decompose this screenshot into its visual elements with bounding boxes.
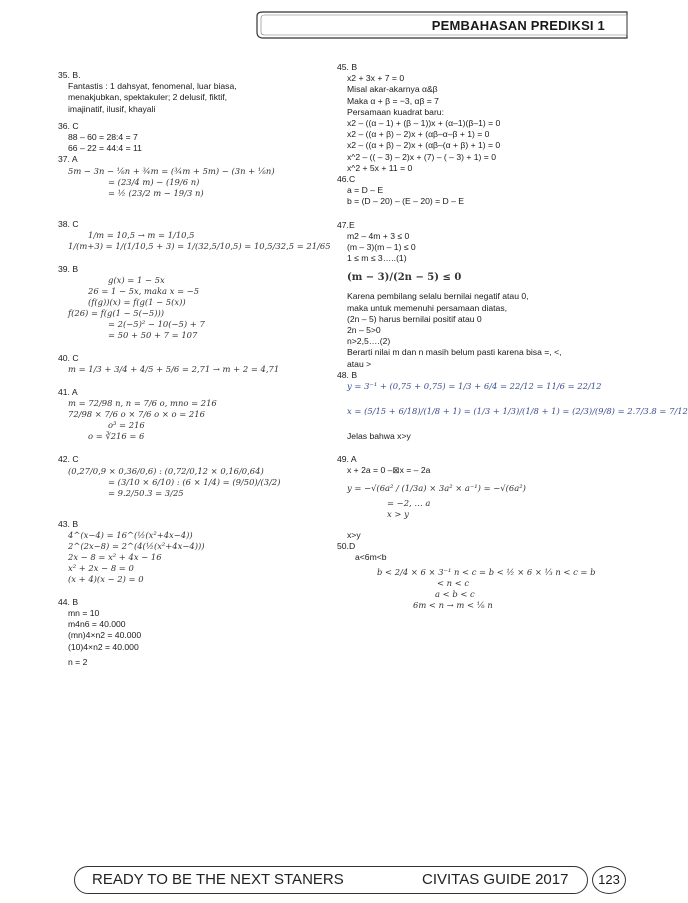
answer-49 (337, 454, 607, 541)
answer-38 (58, 218, 331, 252)
answer-35-line: imajinatif, ilusif, khayali (68, 103, 156, 114)
answer-47-math: (m − 3)/(2n − 5) ≤ 0 (347, 272, 462, 284)
answer-45-line: Maka α + β = −3, αβ = 7 (347, 95, 439, 106)
answer-42 (58, 454, 313, 498)
answer-47-line: maka untuk memenuhi persamaan diatas, (347, 302, 508, 313)
answer-50-math: 6m < n → m < ⅙ n (413, 600, 493, 611)
answer-47-line: Karena pembilang selalu bernilai negatif atau 0, (347, 291, 529, 302)
right-column (337, 62, 688, 611)
answer-45-line: x^2 – (( – 3) – 2)x + (7) – ( – 3) + 1) = 0 (347, 151, 496, 162)
answer-37-math: 5m − 3n − ⅙n + ¾m = (¾m + 5m) − (3n + ⅙n) (68, 165, 275, 176)
answer-44-line: n = 2 (68, 656, 88, 667)
answer-44-line: (mn)4×n2 = 40.000 (68, 630, 142, 641)
answer-43-math: 2^(2x−8) = 2^(4(½(x²+4x−4))) (68, 540, 205, 551)
answer-46-line: a = D – E (347, 185, 384, 196)
answer-50-line: a<6m<b (355, 552, 387, 563)
answer-39-math: = 2(−5)² − 10(−5) + 7 (108, 319, 205, 330)
answer-48-math: x = (5/15 + 6/18)/(1/8 + 1) = (1/3 + 1/3)/(1/8 + 1) = (2/3)/(9/8) = 2.7/3.8 = 7/12 (347, 406, 688, 417)
answer-50 (337, 541, 607, 611)
answer-49-head: 49. A (337, 454, 357, 465)
answer-45-line: Persamaan kuadrat baru: (347, 106, 444, 117)
answer-47-line: (2n – 5) harus bernilai positif atau 0 (347, 313, 482, 324)
answer-45-line: x2 – ((α – 1) + (β – 1))x + (α–1)(β–1) = 0 (347, 118, 501, 129)
answer-35-head: 35. B. (58, 70, 81, 80)
answer-42-math: = 9.2/50.3 = 3/25 (108, 487, 184, 498)
answer-48 (337, 369, 688, 442)
answer-43-head: 43. B (58, 518, 79, 529)
answer-50-math: b < 2/4 × 6 × 3⁻¹ n < c = b < ½ × 6 × ⅓ n < c = b (377, 567, 596, 578)
header-title: PEMBAHASAN PREDIKSI 1 (431, 18, 605, 33)
answer-38-math: 1/m = 10,5 → m = 1/10,5 (88, 229, 195, 240)
answer-45 (337, 62, 607, 174)
answer-37-head: 37. A (58, 154, 78, 165)
answer-43-math: 2x − 8 = x² + 4x − 16 (68, 551, 162, 562)
answer-45-line: Misal akar-akarnya α&β (347, 84, 438, 95)
answer-41-math: o³ = 216 (108, 420, 145, 431)
answer-35-line: menakjubkan, spektakuler; 2 delusif, fiktif, (68, 92, 228, 103)
answer-41 (58, 387, 313, 442)
answer-39-math: (f(g))(x) = f(g(1 − 5(x)) (88, 297, 186, 308)
answer-49-math: x > y (387, 508, 409, 519)
header-banner (255, 10, 627, 40)
answer-47-line: atau > (347, 358, 372, 369)
answer-49-line: x + 2a = 0 –⊠x = – 2a (347, 465, 431, 476)
answer-39-math: g(x) = 1 − 5x (108, 275, 165, 286)
footer (74, 866, 620, 896)
answer-44-line: m4n6 = 40.000 (68, 619, 126, 630)
answer-38-head: 38. C (58, 218, 79, 229)
answer-45-line: x^2 + 5x + 11 = 0 (347, 162, 413, 173)
answer-47-line: n>2,5….(2) (347, 336, 391, 347)
answer-41-math: 72/98 × 7/6 o × 7/6 o × o = 216 (68, 409, 205, 420)
answer-46-line: b = (D – 20) – (E – 20) = D – E (347, 196, 465, 207)
answer-48-head: 48. B (337, 369, 358, 380)
answer-47-line: Berarti nilai m dan n masih belum pasti karena bisa =, <, (347, 347, 562, 358)
answer-41-head: 41. A (58, 387, 78, 398)
answer-44-line: mn = 10 (68, 608, 100, 619)
answer-49-note: x>y (347, 529, 361, 540)
answer-44 (58, 597, 313, 668)
answer-42-math: (0,27/0,9 × 0,36/0,6) : (0,72/0,12 × 0,16/0,64) (68, 465, 264, 476)
answer-45-head: 45. B (337, 62, 358, 72)
answer-43-math: x² + 2x − 8 = 0 (68, 562, 134, 573)
answer-43-math: 4^(x−4) = 16^(½(x²+4x−4)) (68, 529, 193, 540)
left-column (58, 70, 331, 668)
answer-46-head: 46.C (337, 174, 356, 185)
answer-48-math: y = 3⁻¹ + (0,75 + 0,75) = 1/3 + 6/4 = 22/12 = 11/6 = 22/12 (347, 381, 602, 392)
answer-39-math: f(26) = f(g(1 − 5(−5))) (68, 308, 165, 319)
answer-40-math: m = 1/3 + 3/4 + 4/5 + 5/6 = 2,71 → m + 2 = 4,71 (68, 364, 280, 375)
page-number: 123 (592, 866, 626, 894)
answer-50-head: 50.D (337, 540, 356, 551)
answer-41-math: m = 72/98 n, n = 7/6 o, mno = 216 (68, 398, 217, 409)
answer-40-head: 40. C (58, 353, 79, 364)
answer-39-head: 39. B (58, 263, 79, 274)
answer-47-line: 1 ≤ m ≤ 3…..(1) (347, 253, 407, 264)
answer-35 (58, 70, 313, 115)
answer-49-math: y = −√(6a² / (1/3a) × 3a² × a⁻¹) = −√(6a²) (347, 482, 526, 493)
answer-47-line: 2n – 5>0 (347, 325, 381, 336)
answer-42-head: 42. C (58, 454, 79, 465)
answer-47 (337, 220, 607, 370)
answer-36-line: 88 – 60 = 28:4 = 7 (68, 132, 138, 143)
answer-37-math: = ½ (23/2 m − 19/3 n) (108, 187, 204, 198)
answer-45-line: x2 – ((α + β) – 2)x + (αβ–(α + β) + 1) = 0 (347, 140, 501, 151)
footer-left-text: READY TO BE THE NEXT STANERS (92, 871, 344, 888)
answer-36 (58, 121, 313, 155)
answer-47-head: 47.E (337, 219, 355, 230)
answer-45-line: x2 + 3x + 7 = 0 (347, 73, 405, 84)
answer-44-head: 44. B (58, 596, 79, 607)
answer-43-math: (x + 4)(x − 2) = 0 (68, 573, 144, 584)
answer-48-note: Jelas bahwa x>y (347, 431, 411, 442)
answer-49-math: = −2, … a (387, 497, 431, 508)
answer-50-math: a < b < c (435, 589, 475, 600)
answer-40 (58, 353, 313, 375)
answer-39 (58, 264, 313, 341)
footer-right-text: CIVITAS GUIDE 2017 (422, 871, 569, 888)
answer-39-math: = 50 + 50 + 7 = 107 (108, 330, 198, 341)
answer-45-line: x2 – ((α + β) – 2)x + (αβ–α–β + 1) = 0 (347, 129, 490, 140)
answer-35-line: Fantastis : 1 dahsyat, fenomenal, luar biasa, (68, 81, 237, 92)
answer-37 (58, 154, 313, 198)
answer-36-line: 66 – 22 = 44:4 = 11 (68, 143, 142, 154)
answer-41-math: o = ∛216 = 6 (88, 431, 145, 442)
answer-46 (337, 174, 607, 208)
answer-47-line: (m – 3)(m – 1) ≤ 0 (347, 242, 416, 253)
answer-50-math: < n < c (437, 578, 470, 589)
answer-38-math: 1/(m+3) = 1/(1/10,5 + 3) = 1/(32,5/10,5) = 10,5/32,5 = 21/65 (68, 240, 331, 251)
answer-36-head: 36. C (58, 120, 79, 131)
answer-39-math: 26 = 1 − 5x, maka x = −5 (88, 286, 200, 297)
answer-37-math: = (23/4 m) − (19/6 n) (108, 176, 200, 187)
answer-42-math: = (3/10 × 6/10) : (6 × 1/4) = (9/50)/(3/2) (108, 476, 281, 487)
answer-44-line: (10)4×n2 = 40.000 (68, 641, 139, 652)
answer-43 (58, 519, 313, 585)
answer-47-line: m2 – 4m + 3 ≤ 0 (347, 230, 410, 241)
